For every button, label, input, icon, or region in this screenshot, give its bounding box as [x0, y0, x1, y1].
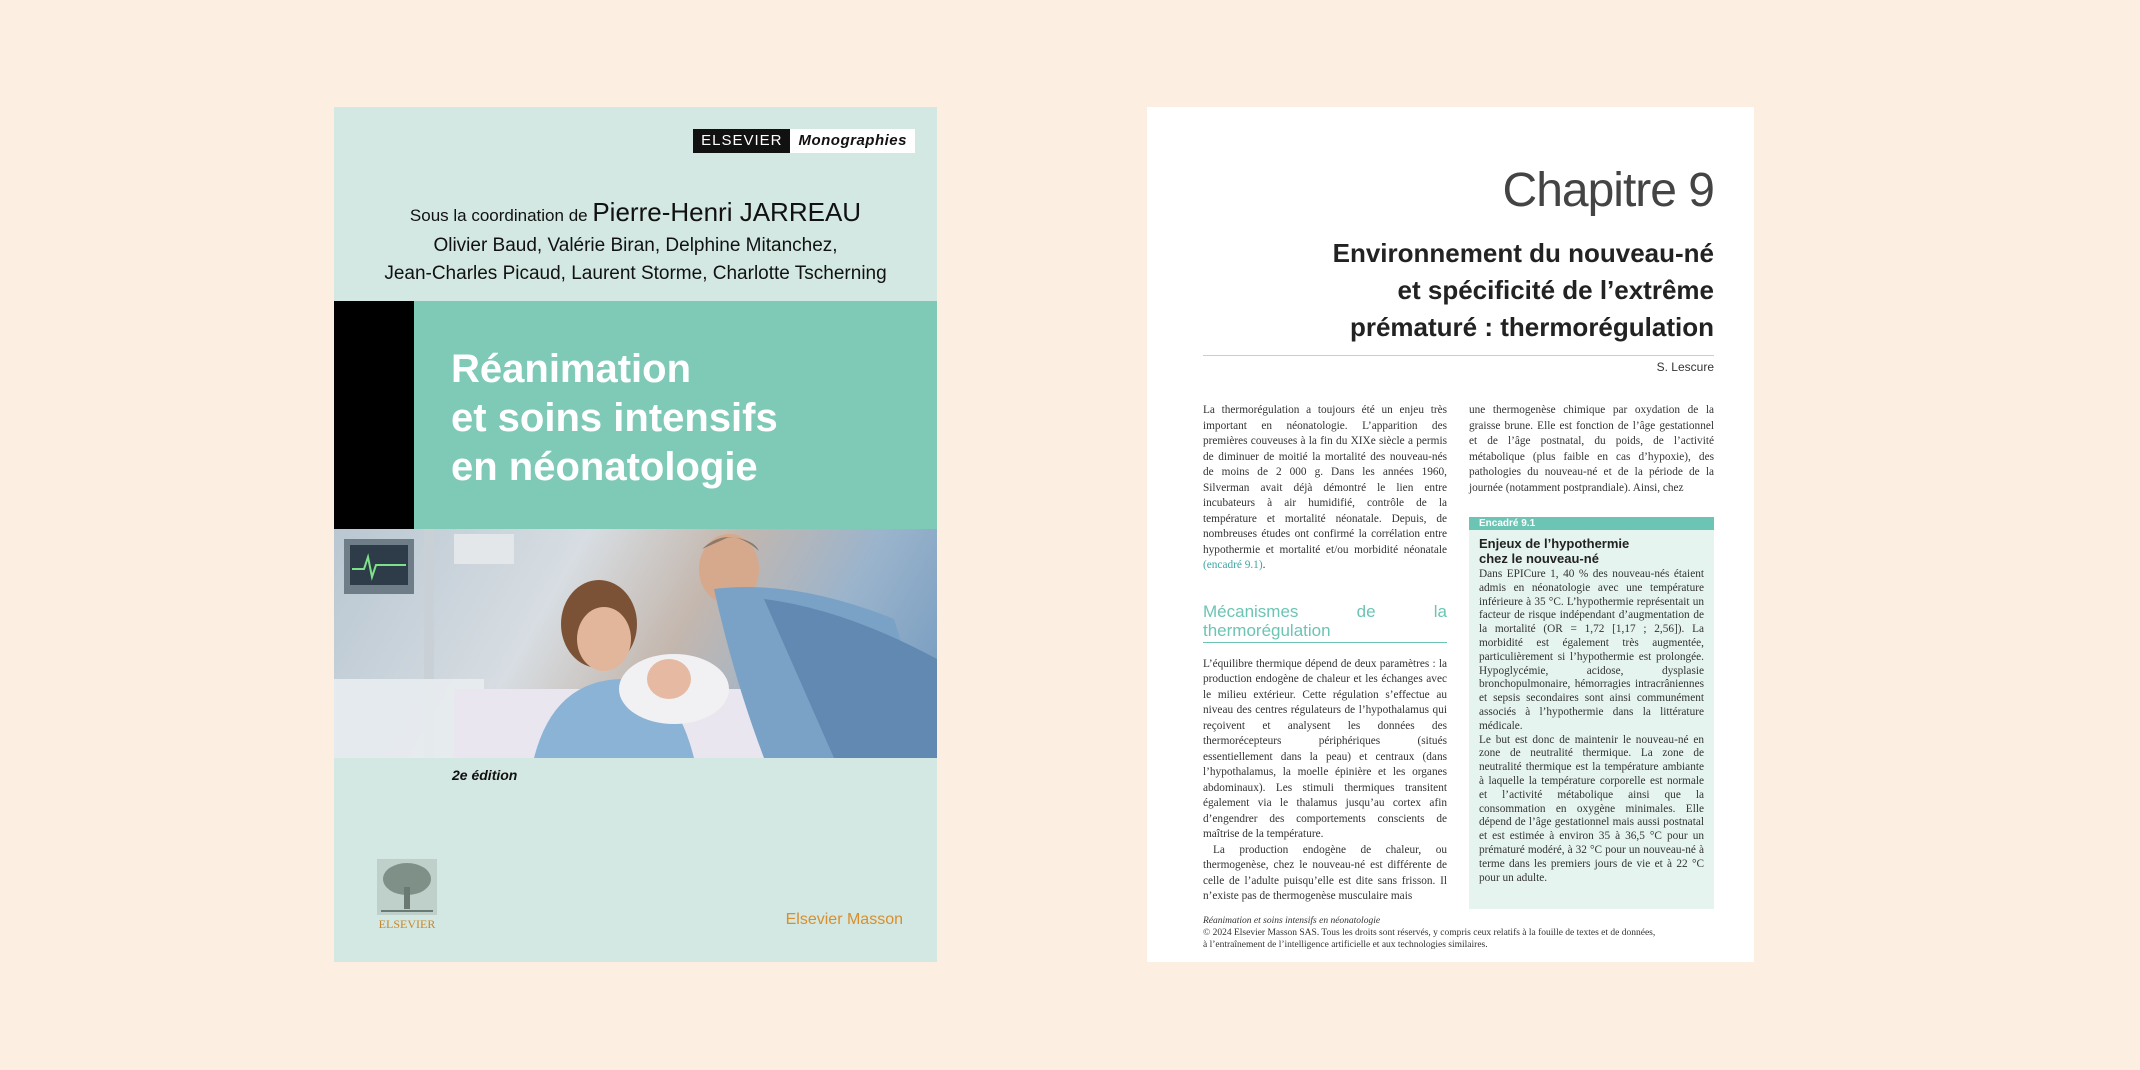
sample-page: [1147, 107, 1754, 962]
imprint-label: Elsevier Masson: [785, 911, 903, 928]
intro-text: La thermorégulation a toujours été un enjeu très important en néonatologie. L’apparition des premières couveuses à la fin du XIXe siècle a permis de diminuer de moitié la mortalité des nouveau-nés de moins de 2 000 g. Dans les années 1960, Silverman avait déjà démontré le lien entre incubateurs à air humidifié, contrôle de la température et mortalité néonatale. Depuis, de nombreuses études ont confirmé la corrélation entre hypothermie et mortalité et/ou morbidité néonatale: [1203, 404, 1447, 556]
coordinator-name: Pierre-Henri JARREAU: [592, 197, 862, 227]
chapter-title: [1194, 235, 1714, 346]
box-title: [1469, 530, 1714, 568]
intro-paragraph: La thermorégulation a toujours été un enjeu très important en néonatologie. L’apparition des premières couveuses à la fin du XIXe siècle a permis de diminuer de moitié la mortalité des nouveau-nés de moins de 2 000 g. Dans les années 1960, Silverman avait déjà démontré le lien entre incubateurs à air humidifié, contrôle de la température et mortalité néonatale. Depuis, de nombreuses études ont confirmé la corrélation entre hypothermie et mortalité et/ou morbidité néonatale (encadré 9.1).: [1203, 404, 1447, 571]
authors-line-1: Olivier Baud, Valérie Biran, Delphine Mitanchez,: [433, 235, 838, 256]
book-cover: [334, 107, 937, 962]
section-heading: Mécanismes de la thermorégulation: [1203, 602, 1447, 643]
title-divider: [1203, 355, 1714, 356]
footer-book-title: Réanimation et soins intensifs en néonatologie: [1203, 916, 1381, 926]
footer-copyright-2: à l’entraînement de l’intelligence artificielle et aux technologies similaires.: [1203, 940, 1488, 950]
publisher-series-tag: [693, 129, 915, 153]
box-paragraph-2: Le but est donc de maintenir le nouveau-né en zone de neutralité thermique. La zone de neutralité thermique est la température ambiante à laquelle la température corporelle est normale et l’activité métabolique ainsi que la consommation en oxygène minimales. Elle dépend de l’âge gestationnel mais aussi postnatal et est estimée à environ 35 à 36,5 °C pour un prématuré modéré, à 32 °C pour un nouveau-né à terme dans les premiers jours de vie et à 22 °C pour un adulte.: [1479, 733, 1704, 884]
chapter-number: Chapitre 9: [1502, 164, 1714, 217]
box-title-line-1: Enjeux de l’hypothermie: [1479, 536, 1630, 551]
cover-photo: [334, 529, 937, 758]
right-column: [1469, 403, 1714, 496]
box-title-line-2: chez le nouveau-né: [1479, 551, 1599, 566]
authors-line-2: Jean-Charles Picaud, Laurent Storme, Charlotte Tscherning: [384, 263, 887, 284]
left-column: [1203, 403, 1447, 905]
sidebar-box: [1469, 517, 1714, 909]
elsevier-tree-icon: [377, 859, 437, 915]
title-band: [334, 301, 937, 529]
book-title-line-1: Réanimation: [451, 347, 692, 391]
right-paragraph: une thermogenèse chimique par oxydation de la graisse brune. Elle est fonction de l’âge gestationnel et de l’âge postnatal, du poids, de l’activité métabolique (plus faible en cas d’hypoxie), des pathologies du nouveau-né et de la période de la journée (notamment postprandiale). Ainsi, chez: [1469, 404, 1714, 494]
series-name: Monographies: [790, 129, 915, 153]
mechanisms-paragraph: L’équilibre thermique dépend de deux paramètres : la production endogène de chaleur et les échanges avec le milieu extérieur. Cette régulation s’effectue au niveau des centres régulateurs de l’hypothalamus qui reçoivent et analysent les données des thermorécepteurs périphériques (situés essentiellement dans la peau) et centraux (dans l’hypothalamus, la moelle épinière et les organes abdominaux). Les stimuli thermiques transitent également via le thalamus jusqu’au cortex afin d’engendrer des comportements conscients de maîtrise de la température.: [1203, 657, 1447, 840]
publisher-name: ELSEVIER: [693, 129, 790, 153]
chapter-title-line-1: Environnement du nouveau-né: [1332, 238, 1714, 268]
edition-label: 2e édition: [452, 767, 518, 783]
box-paragraph-1: Dans EPICure 1, 40 % des nouveau-nés étaient admis en néonatologie avec une température inférieure à 35 °C. L’hypothermie représentait un facteur de risque indépendant d’augmentation de la mortalité (OR = 1,72 [1,17 ; 2,56]). La morbidité est également très augmentée, particulièrement si l’hypothermie est prolongée. Hypoglycémie, acidose, dysplasie bronchopulmonaire, hémorragies intracrâniennes et sepsis secondaires sont ainsi communément associés à l’hypothermie dans la littérature médicale.: [1479, 568, 1704, 732]
cover-photo-illustration: [334, 529, 937, 758]
book-title-line-2: et soins intensifs: [451, 396, 778, 440]
coordination-block: [334, 197, 937, 288]
thermogenesis-paragraph: La production endogène de chaleur, ou thermogenèse, chez le nouveau-né est différente de celle de l’adulte puisqu’elle est dite sans frisson. Il n’existe pas de thermogenèse musculaire mais: [1203, 843, 1447, 902]
box-label: Encadré 9.1: [1469, 517, 1714, 530]
chapter-author: S. Lescure: [1656, 360, 1714, 374]
coordination-lead: Sous la coordination de: [409, 206, 588, 225]
elsevier-logo: [376, 859, 438, 932]
box-body: [1469, 568, 1714, 885]
chapter-title-line-3: prématuré : thermorégulation: [1349, 312, 1714, 342]
page-footer: [1203, 915, 1723, 951]
footer-copyright-1: © 2024 Elsevier Masson SAS. Tous les droits sont réservés, y compris ceux relatifs à la fouille de textes et de données,: [1203, 928, 1656, 938]
chapter-title-line-2: et spécificité de l’extrême: [1397, 275, 1714, 305]
black-accent-bar: [334, 301, 414, 529]
book-title-line-3: en néonatologie: [451, 445, 758, 489]
box-reference-link[interactable]: (encadré 9.1): [1203, 559, 1263, 571]
book-title: [451, 345, 911, 492]
logo-text: ELSEVIER: [378, 917, 436, 931]
